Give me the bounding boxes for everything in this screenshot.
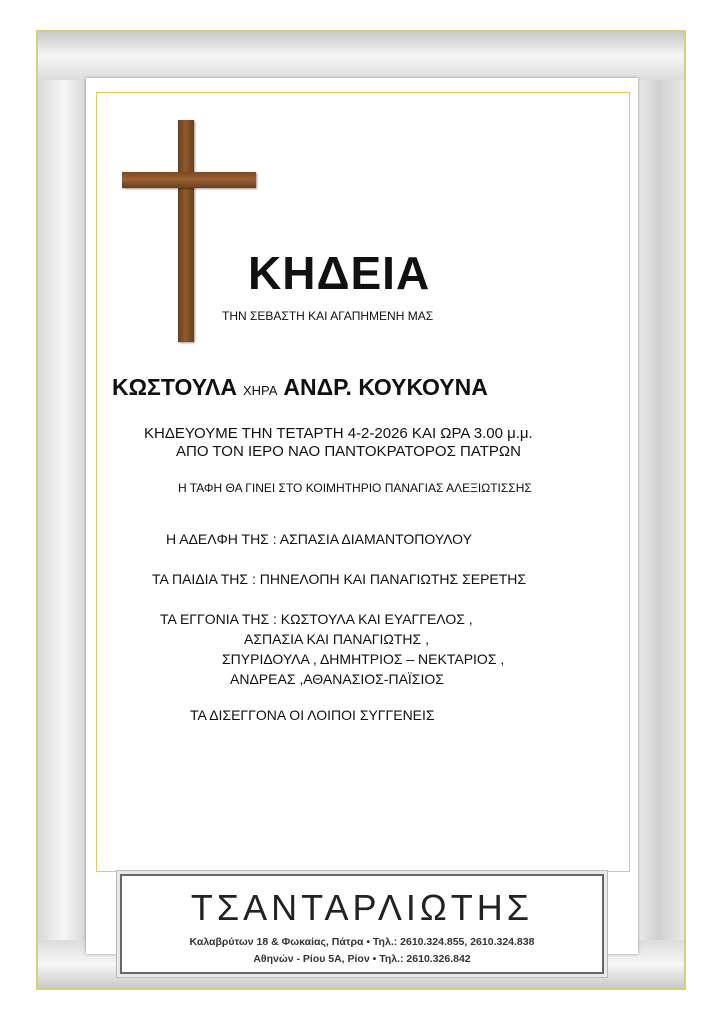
children-line: ΤΑ ΠΑΙΔΙΑ ΤΗΣ : ΠΗΝΕΛΟΠΗ ΚΑΙ ΠΑΝΑΓΙΩΤΗΣ ΣΕΡΕΤΗΣ [152,571,527,587]
funeral-home-address-1: Καλαβρύτων 18 & Φωκαίας, Πάτρα • Τηλ.: 2610.324.855, 2610.324.838 [189,936,535,948]
great-grandchildren-line: ΤΑ ΔΙΣΕΓΓΟΝΑ ΟΙ ΛΟΙΠΟΙ ΣΥΓΓΕΝΕΙΣ [190,707,435,723]
sister-line: Η ΑΔΕΛΦΗ ΤΗΣ : ΑΣΠΑΣΙΑ ΔΙΑΜΑΝΤΟΠΟΥΛΟΥ [166,531,472,547]
funeral-home-plaque [120,874,604,974]
notice-title: ΚΗΔΕΙΑ [248,247,431,299]
grandchildren-line: ΑΣΠΑΣΙΑ ΚΑΙ ΠΑΝΑΓΙΩΤΗΣ , [244,631,429,647]
grandchildren-line: ΤΑ ΕΓΓΟΝΙΑ ΤΗΣ : ΚΩΣΤΟΥΛΑ ΚΑΙ ΕΥΑΓΓΕΛΟΣ , [160,611,473,627]
service-time-line: ΚΗΔΕΥΟΥΜΕ ΤΗΝ ΤΕΤΑΡΤΗ 4-2-2026 ΚΑΙ ΩΡΑ 3.00 μ.μ. [144,425,533,442]
deceased-name [112,376,488,399]
deceased-husband-name: ΑΝΔΡ. ΚΟΥΚΟΥΝΑ [283,374,488,400]
grandchildren-line: ΑΝΔΡΕΑΣ ,ΑΘΑΝΑΣΙΟΣ-ΠΑΪΣΙΟΣ [230,671,444,687]
frame-top-bevel [38,32,684,80]
grandchildren-line: ΣΠΥΡΙΔΟΥΛΑ , ΔΗΜΗΤΡΙΟΣ – ΝΕΚΤΑΡΙΟΣ , [222,651,505,667]
service-place-line: ΑΠΟ ΤΟΝ ΙΕΡΟ ΝΑΟ ΠΑΝΤΟΚΡΑΤΟΡΟΣ ΠΑΤΡΩΝ [176,443,521,460]
notice-subtitle: ΤΗΝ ΣΕΒΑΣΤΗ ΚΑΙ ΑΓΑΠΗΜΕΝΗ ΜΑΣ [222,309,434,323]
cross-vertical-beam [178,120,194,342]
cross-horizontal-beam [122,172,256,188]
funeral-home-name: ΤΣΑΝΤΑΡΛΙΩΤΗΣ [190,887,534,928]
deceased-first-name: ΚΩΣΤΟΥΛΑ [112,374,237,400]
deceased-widow-label: ΧΗΡΑ [242,383,278,398]
burial-line: Η ΤΑΦΗ ΘΑ ΓΙΝΕΙ ΣΤΟ ΚΟΙΜΗΤΗΡΙΟ ΠΑΝΑΓΙΑΣ ΑΛΕΞΙΩΤΙΣΣΗΣ [178,481,532,495]
funeral-home-address-2: Αθηνών - Ρίου 5Α, Ρίον • Τηλ.: 2610.326.842 [253,953,471,965]
